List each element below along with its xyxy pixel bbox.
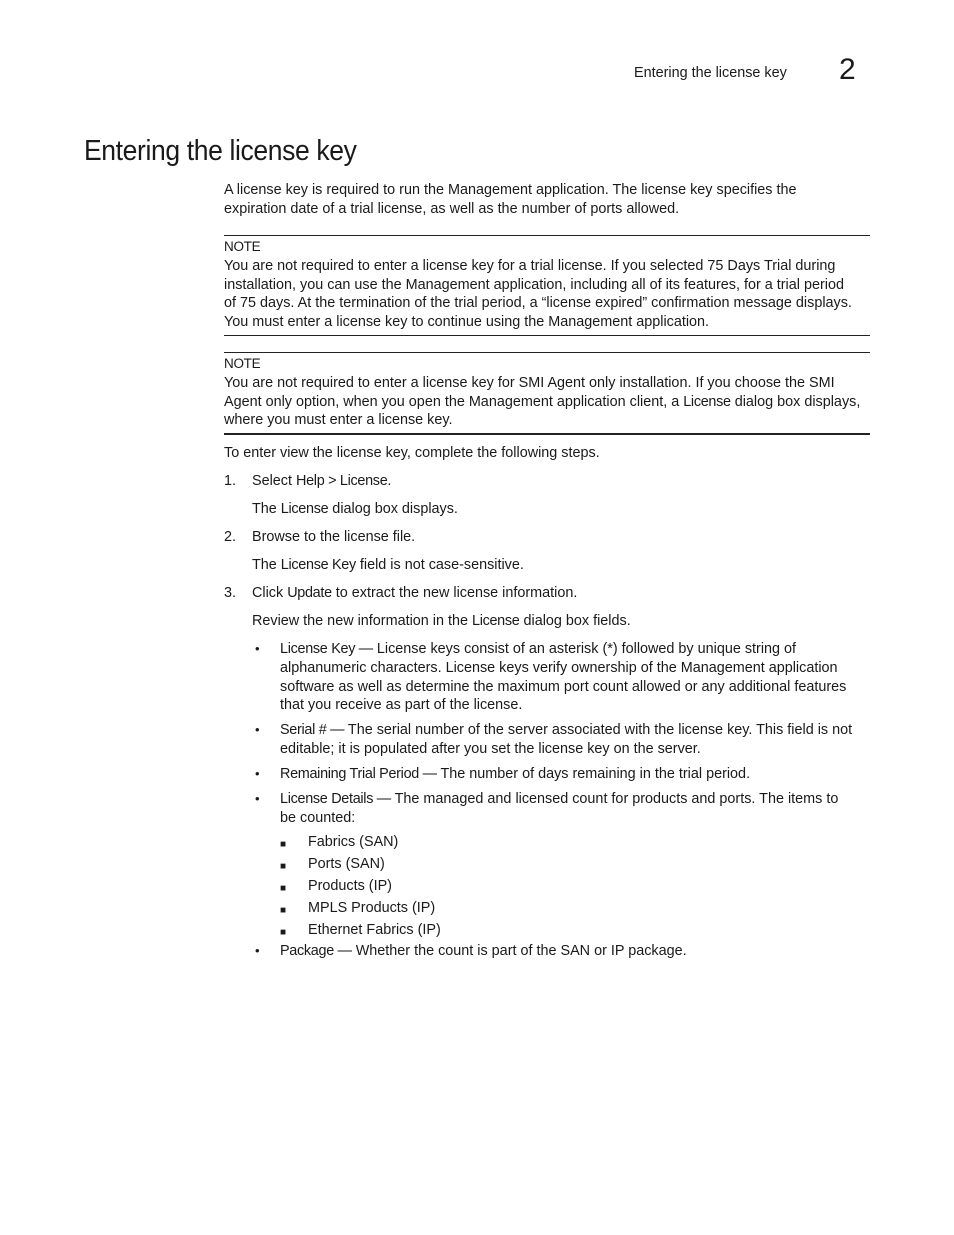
step-text xyxy=(252,584,577,603)
step-result xyxy=(252,612,631,631)
list-item: Ethernet Fabrics (IP) xyxy=(308,922,441,938)
field-description xyxy=(280,942,870,961)
list-item: Products (IP) xyxy=(308,878,392,894)
field-term: License Key — xyxy=(280,641,373,657)
list-item: Ports (SAN) xyxy=(308,856,385,872)
note-heading: NOTE xyxy=(224,356,261,371)
note-box xyxy=(224,352,870,435)
ui-term-update: Update xyxy=(287,585,332,601)
field-term: Serial # — xyxy=(280,722,345,738)
note-line xyxy=(224,393,870,412)
steps-list xyxy=(224,472,870,972)
note-heading: NOTE xyxy=(224,239,261,254)
field-description xyxy=(280,640,870,715)
step-text-part: dialog box displays. xyxy=(328,501,458,517)
list-item: Fabrics (SAN) xyxy=(308,834,399,850)
note-line: You are not required to enter a license key for SMI Agent only installation. If you choose the SMI xyxy=(224,374,835,391)
step-number: 1. xyxy=(224,473,237,489)
page-title: Entering the license key xyxy=(84,135,357,167)
step-text-part: Select xyxy=(252,473,296,489)
field-description xyxy=(280,721,870,759)
field-line xyxy=(280,765,870,784)
step-number: 2. xyxy=(224,529,237,545)
ui-term-license: License xyxy=(471,613,520,629)
list-item: MPLS Products (IP) xyxy=(308,900,436,916)
steps-intro: To enter view the license key, complete the following steps. xyxy=(224,445,600,461)
step-result xyxy=(252,556,524,575)
ui-term-license: License xyxy=(280,501,329,517)
chapter-number: 2 xyxy=(839,53,856,86)
intro-paragraph xyxy=(224,181,870,219)
square-bullet-icon: ■ xyxy=(280,839,287,850)
square-bullet-icon: ■ xyxy=(280,927,287,938)
note-line: You must enter a license key to continue using the Management application. xyxy=(224,314,710,331)
field-line xyxy=(280,942,870,961)
bullet-icon: • xyxy=(255,641,260,656)
note-text: Agent only option, when you open the Management application client, a xyxy=(224,393,684,410)
field-line: that you receive as part of the license. xyxy=(280,697,523,714)
bullet-icon: • xyxy=(255,943,260,958)
running-header: Entering the license key xyxy=(634,65,787,81)
square-bullet-icon: ■ xyxy=(280,883,287,894)
step-text-part: to extract the new license information. xyxy=(331,585,578,601)
step-text-part: dialog box fields. xyxy=(519,613,631,629)
step-text: Browse to the license file. xyxy=(252,529,416,545)
note-text: dialog box displays, xyxy=(730,393,861,410)
step-text-part: Review the new information in the xyxy=(252,613,472,629)
field-line xyxy=(280,721,870,740)
field-text: The managed and licensed count for products and ports. The items to xyxy=(390,791,839,807)
intro-line: expiration date of a trial license, as well as the number of ports allowed. xyxy=(224,200,680,217)
field-line: software as well as determine the maximum port count allowed or any additional features xyxy=(280,678,847,695)
field-text: The number of days remaining in the trial period. xyxy=(436,766,751,782)
note-line: where you must enter a license key. xyxy=(224,412,453,429)
step-text-part: Click xyxy=(252,585,288,601)
step-text xyxy=(252,472,391,491)
step-text-part: . xyxy=(387,473,392,489)
ui-term-license-key: License Key xyxy=(280,557,356,573)
note-line: You are not required to enter a license key for a trial license. If you selected 75 Days Trial during xyxy=(224,257,836,274)
bullet-icon: • xyxy=(255,791,260,806)
field-term: Remaining Trial Period — xyxy=(280,766,437,782)
square-bullet-icon: ■ xyxy=(280,861,287,872)
ui-term-license: License xyxy=(683,393,731,410)
field-text: License keys consist of an asterisk (*) followed by unique string of xyxy=(372,641,797,657)
step-text-part: field is not case-sensitive. xyxy=(355,557,524,573)
field-term: Package — xyxy=(280,943,352,959)
step-result xyxy=(252,500,458,519)
square-bullet-icon: ■ xyxy=(280,905,287,916)
bullet-icon: • xyxy=(255,722,260,737)
field-term: License Details — xyxy=(280,791,391,807)
bullet-icon: • xyxy=(255,766,260,781)
field-line xyxy=(280,640,870,659)
step-text-part: The xyxy=(252,557,281,573)
intro-line: A license key is required to run the Management application. The license key specifies the xyxy=(224,182,797,198)
field-line: alphanumeric characters. License keys verify ownership of the Management application xyxy=(280,659,838,676)
note-box xyxy=(224,235,870,336)
field-line xyxy=(280,790,870,809)
step-text-part: The xyxy=(252,501,281,517)
field-description xyxy=(280,790,870,828)
field-text: The serial number of the server associated with the license key. This field is not xyxy=(344,722,853,738)
ui-term-help-license: Help > License xyxy=(296,473,388,489)
field-description xyxy=(280,765,870,784)
step-number: 3. xyxy=(224,585,237,601)
note-line: of 75 days. At the termination of the trial period, a “license expired” confirmation message displays. xyxy=(224,295,852,312)
field-line: be counted: xyxy=(280,809,356,826)
field-line: editable; it is populated after you set the license key on the server. xyxy=(280,740,701,757)
field-text: Whether the count is part of the SAN or IP package. xyxy=(351,943,687,959)
note-line: installation, you can use the Management application, including all of its features, for a trial period xyxy=(224,276,844,293)
